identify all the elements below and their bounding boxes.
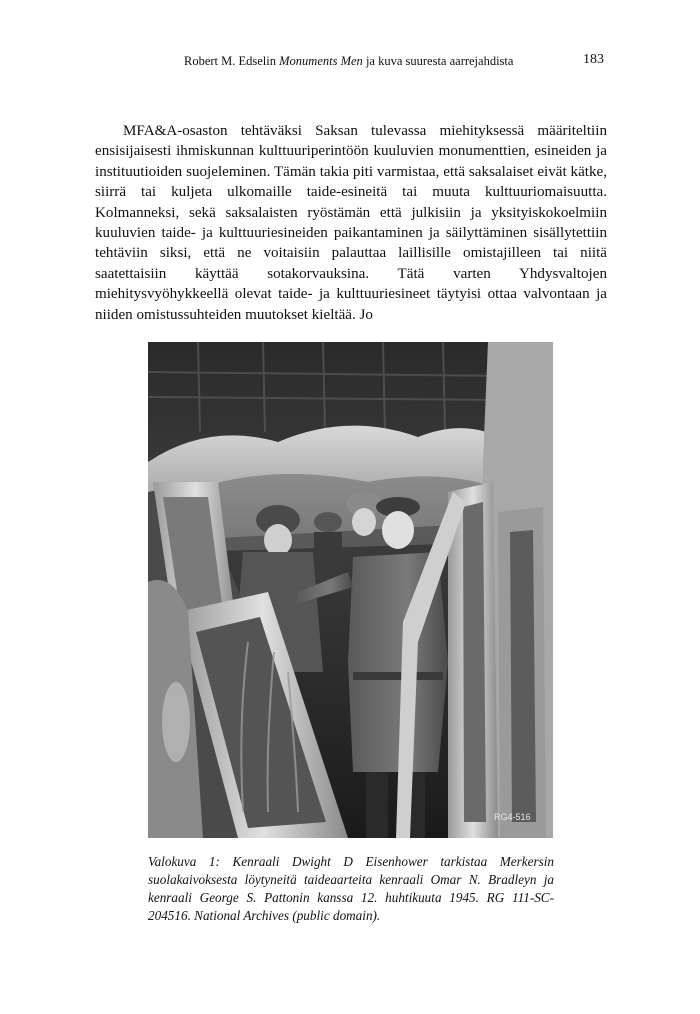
header-book-title: Monuments Men bbox=[279, 54, 363, 68]
body-paragraph: MFA&A-osaston tehtäväksi Saksan tulevassa miehityksessä määriteltiin ensisijaisesti ihmiskunnan kulttuuriperintöön kuuluvien monumenttien, esineiden ja instituutioiden suojeleminen. Tämän takia piti varmistaa, että saksalaiset eivät kätke, siirrä tai kuljeta ulkomaille taide-esineitä tai muuta kulttuuriomaisuutta. Kolmanneksi, sekä saksalaisten ryöstämän että julkisiin ja yksityiskokoelmiin kuuluvien taide- ja kulttuuriesineiden paikantaminen ja säilyttäminen sisällytettiin tehtäviin siksi, että ne voitaisiin palauttaa laillisille omistajilleen tai niitä saatettaisiin käyttää sotakorvauksina. Tätä varten Yhdysvaltojen miehitysvyöhykkeellä olevat taide- ja kulttuuriesineet täytyisi ottaa valvontaan ja niiden omistussuhteiden muutokset kieltää. Jo bbox=[95, 123, 607, 323]
photograph bbox=[148, 342, 553, 838]
figure-caption: Valokuva 1: Kenraali Dwight D Eisenhower tarkistaa Merkersin suolakaivoksesta löytyneitä taideaarteita kenraali Omar N. Bradleyn ja kenraali George S. Pattonin kanssa 12. huhtikuuta 1945. RG 111-SC-204516. National Archives (public domain). bbox=[148, 854, 554, 923]
body-text bbox=[95, 121, 607, 325]
header-text bbox=[184, 54, 513, 69]
page-number: 183 bbox=[583, 52, 604, 67]
negative-number: RG4-516 bbox=[494, 812, 531, 822]
running-header bbox=[0, 54, 700, 74]
header-subtitle: ja kuva suuresta aarrejahdista bbox=[365, 54, 514, 68]
header-author: Robert M. Edselin bbox=[184, 54, 277, 68]
